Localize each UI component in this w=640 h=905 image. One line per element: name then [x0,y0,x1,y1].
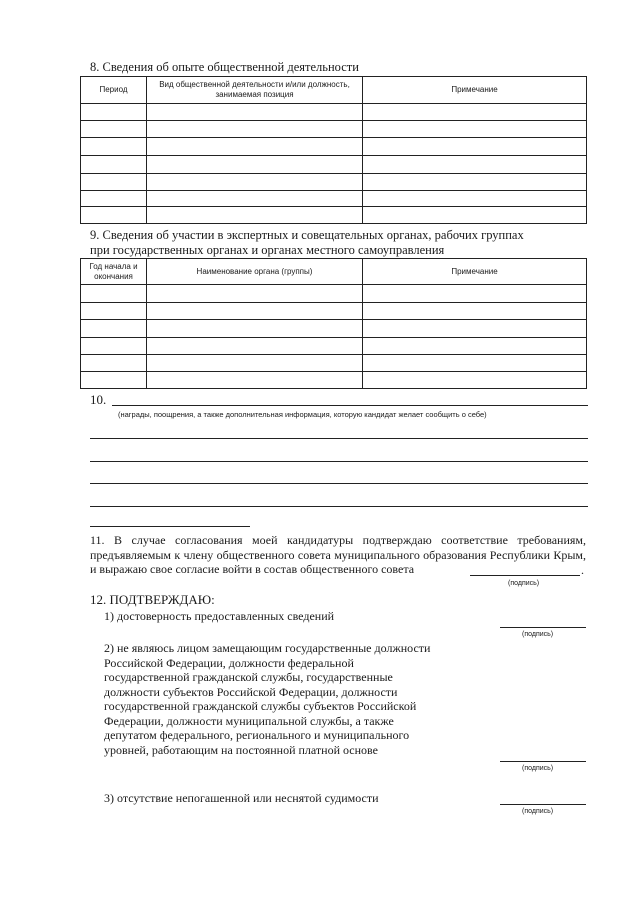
table-cell[interactable] [363,174,587,191]
table-cell[interactable] [147,338,363,355]
table-cell[interactable] [147,191,363,207]
blank-line[interactable] [90,438,588,439]
section-9-table [80,258,587,389]
blank-line[interactable] [90,506,588,507]
table-cell[interactable] [363,191,587,207]
table-row [81,191,587,207]
table-header-row [81,77,587,104]
table-cell[interactable] [147,138,363,156]
table-row [81,355,587,372]
table-row [81,207,587,224]
table-cell[interactable] [363,285,587,303]
column-header-activity: Вид общественной деятельности и/или должность, занимаемая позиция [147,77,363,104]
signature-label: (подпись) [522,808,554,815]
section-11-paragraph [90,533,586,577]
table-cell[interactable] [81,338,147,355]
table-row [81,156,587,174]
signature-line[interactable] [500,627,586,628]
signature-label: (подпись) [522,765,554,772]
table-row [81,320,587,338]
table-cell[interactable] [81,121,147,138]
table-cell[interactable] [363,355,587,372]
table-cell[interactable] [81,320,147,338]
confirm-item-2: 2) не являюсь лицом замещающим государственные должности Российской Федерации, должности федеральной государственной гражданской службы, государственные должности субъектов Российской Федерации, должности государственной гражданской службы субъектов Российской Федерации, должности муниципальной службы, а также депутатом федерального, регионального и муниципального уровней, работающим на постоянной платной основе [104,641,431,757]
table-cell[interactable] [147,156,363,174]
table-cell[interactable] [81,355,147,372]
column-header-note: Примечание [363,259,587,285]
table-cell[interactable] [363,138,587,156]
table-cell[interactable] [363,303,587,320]
section-10-input-line[interactable] [112,405,588,406]
blank-line-short[interactable] [90,526,250,527]
table-cell[interactable] [81,303,147,320]
table-cell[interactable] [81,174,147,191]
column-header-note: Примечание [363,77,587,104]
section-9-title-line-2: при государственных органах и органах местного самоуправления [90,243,445,257]
column-header-organ-name: Наименование органа (группы) [147,259,363,285]
table-cell[interactable] [147,372,363,389]
table-row [81,121,587,138]
section-10-number: 10. [90,392,107,407]
table-cell[interactable] [363,338,587,355]
table-cell[interactable] [363,372,587,389]
section-11-full-text: 11. В случае согласования моей кандидатуры подтверждаю соответствие требованиям, предъявляемым к члену общественного совета муниципального образования Республики Крым, и выражаю свое согласие войти в состав общественного совета [90,533,586,576]
section-10-hint: (награды, поощрения, а также дополнительная информация, которую кандидат желает сообщить о себе) [118,410,487,419]
signature-line[interactable] [500,804,586,805]
table-cell[interactable] [81,156,147,174]
table-cell[interactable] [81,207,147,224]
signature-line[interactable] [470,575,580,576]
table-cell[interactable] [147,303,363,320]
signature-line[interactable] [500,761,586,762]
column-header-years: Год начала и окончания [81,259,147,285]
table-cell[interactable] [81,104,147,121]
column-header-period: Период [81,77,147,104]
table-cell[interactable] [363,121,587,138]
signature-label: (подпись) [508,580,540,587]
table-cell[interactable] [363,156,587,174]
table-cell[interactable] [363,207,587,224]
table-row [81,372,587,389]
table-row [81,138,587,156]
table-cell[interactable] [147,104,363,121]
section-12-title: 12. ПОДТВЕРЖДАЮ: [90,592,215,607]
table-cell[interactable] [147,121,363,138]
table-cell[interactable] [147,355,363,372]
table-cell[interactable] [81,285,147,303]
table-row [81,338,587,355]
blank-line[interactable] [90,483,588,484]
blank-line[interactable] [90,461,588,462]
confirm-item-1: 1) достоверность предоставленных сведений [104,609,335,623]
section-9-title-line-1: 9. Сведения об участии в экспертных и совещательных органах, рабочих группах [90,228,524,242]
table-row [81,285,587,303]
confirm-item-3: 3) отсутствие непогашенной или неснятой судимости [104,791,379,805]
table-cell[interactable] [363,320,587,338]
table-cell[interactable] [147,207,363,224]
table-cell[interactable] [81,372,147,389]
table-header-row [81,259,587,285]
table-cell[interactable] [147,174,363,191]
table-cell[interactable] [363,104,587,121]
table-cell[interactable] [81,191,147,207]
section-8-title: 8. Сведения об опыте общественной деятельности [90,60,359,74]
table-row [81,303,587,320]
table-cell[interactable] [147,285,363,303]
table-cell[interactable] [147,320,363,338]
section-11-end: . [581,563,584,577]
section-8-table [80,76,587,224]
table-row [81,104,587,121]
table-cell[interactable] [81,138,147,156]
signature-label: (подпись) [522,631,554,638]
table-row [81,174,587,191]
